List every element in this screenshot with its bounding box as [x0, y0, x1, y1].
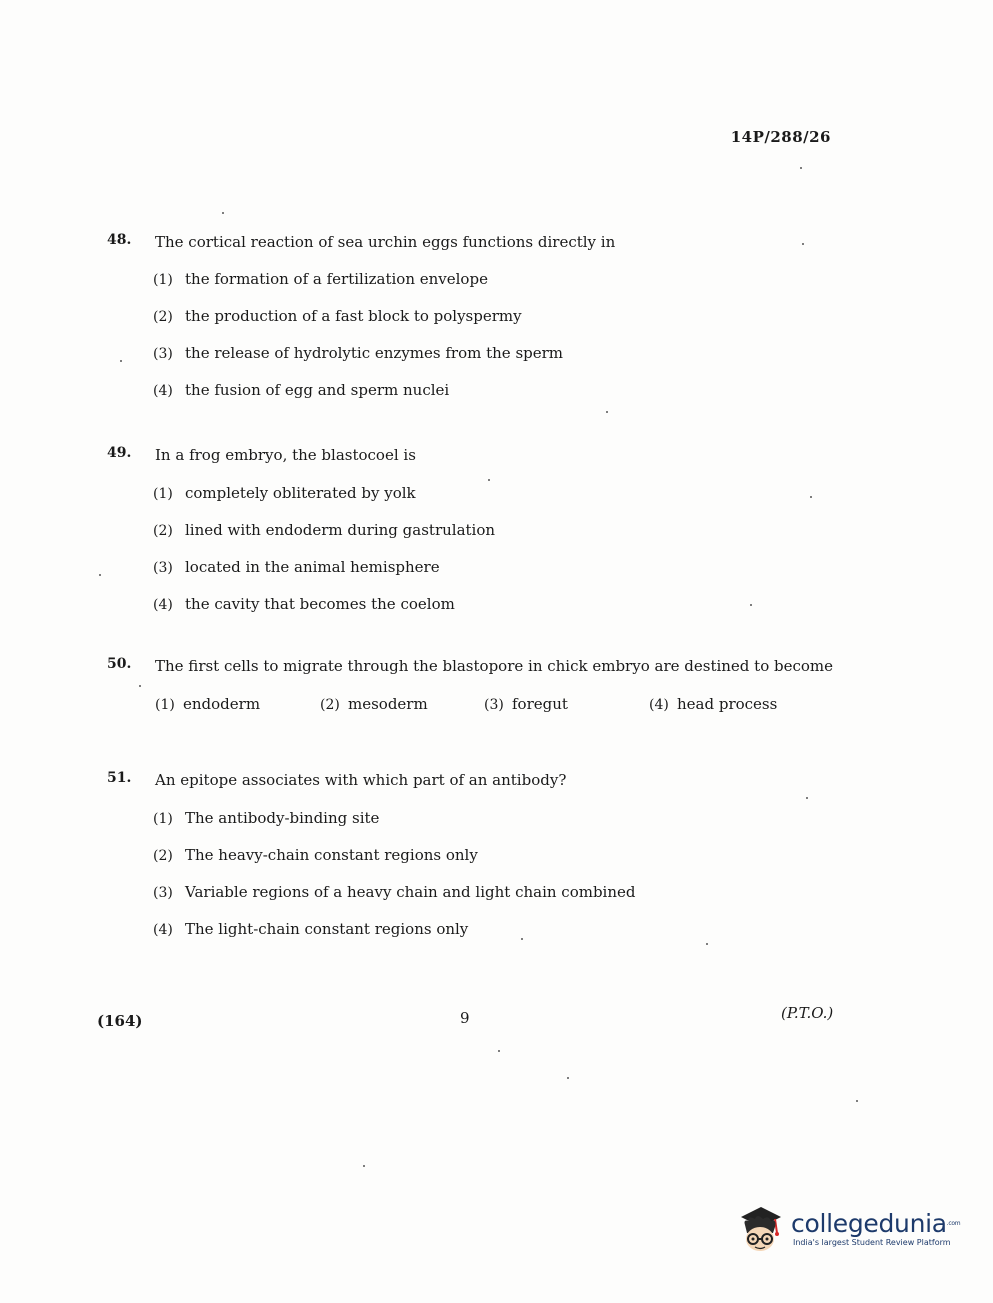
question-number: 51.	[107, 770, 132, 786]
scan-speck	[806, 797, 808, 799]
option-number: (2)	[153, 309, 173, 325]
brand-suffix: .com	[946, 1219, 961, 1227]
option-number: (1)	[155, 697, 175, 713]
option-3	[484, 695, 649, 713]
scan-speck	[567, 1077, 569, 1079]
scan-speck	[99, 574, 101, 576]
option-number: (1)	[153, 272, 173, 288]
question-text: In a frog embryo, the blastocoel is	[155, 446, 416, 464]
option-number: (4)	[649, 697, 669, 713]
option-text: the cavity that becomes the coelom	[185, 595, 455, 613]
option-number: (3)	[153, 346, 173, 362]
option-text: The antibody-binding site	[185, 809, 380, 827]
option-number: (1)	[153, 486, 173, 502]
option-3	[153, 883, 837, 901]
option-text: the release of hydrolytic enzymes from the sperm	[185, 344, 564, 362]
brand-name: collegedunia	[791, 1208, 947, 1238]
option-text: the production of a fast block to polyspermy	[185, 307, 522, 325]
option-number: (4)	[153, 597, 173, 613]
question-number: 48.	[107, 232, 132, 248]
logo-brand	[791, 1210, 960, 1238]
option-text: located in the animal hemisphere	[185, 558, 440, 576]
scan-speck	[363, 1165, 365, 1167]
question-text: An epitope associates with which part of an antibody?	[155, 771, 567, 789]
scan-speck	[139, 685, 141, 687]
option-2	[320, 695, 484, 713]
question-48	[107, 231, 837, 399]
question-49	[107, 444, 837, 613]
option-number: (3)	[153, 560, 173, 576]
logo-text	[791, 1210, 960, 1247]
logo-tagline: India's largest Student Review Platform	[793, 1237, 951, 1247]
scan-speck	[222, 212, 224, 214]
option-number: (1)	[153, 811, 173, 827]
question-50	[107, 655, 837, 713]
option-2	[153, 307, 837, 325]
question-text: The first cells to migrate through the blastopore in chick embryo are destined to become	[155, 657, 834, 675]
scan-speck	[498, 1050, 500, 1052]
option-text: mesoderm	[348, 695, 428, 713]
scan-speck	[856, 1100, 858, 1102]
option-4	[649, 695, 777, 713]
option-text: the formation of a fertilization envelope	[185, 270, 488, 288]
scan-speck	[800, 167, 802, 169]
option-4	[153, 381, 837, 399]
student-mascot-icon	[735, 1199, 787, 1257]
scan-speck	[750, 604, 752, 606]
option-number: (2)	[320, 697, 340, 713]
option-3	[153, 558, 837, 576]
page-number: 9	[460, 1009, 470, 1027]
scan-speck	[606, 411, 608, 413]
question-text: The cortical reaction of sea urchin eggs functions directly in	[155, 233, 616, 251]
scan-speck	[810, 496, 812, 498]
option-text: head process	[677, 695, 778, 713]
scan-speck	[488, 479, 490, 481]
option-4	[153, 595, 837, 613]
scan-speck	[120, 360, 122, 362]
scan-speck	[802, 243, 804, 245]
option-1	[155, 695, 320, 713]
question-number: 50.	[107, 656, 132, 672]
footer-pto: (P.T.O.)	[781, 1004, 834, 1022]
option-text: foregut	[512, 695, 568, 713]
option-text: endoderm	[183, 695, 261, 713]
options-row	[155, 695, 837, 713]
scan-speck	[521, 938, 523, 940]
option-text: lined with endoderm during gastrulation	[185, 521, 496, 539]
option-text: Variable regions of a heavy chain and light chain combined	[185, 883, 636, 901]
option-number: (3)	[153, 885, 173, 901]
option-1	[153, 484, 837, 502]
option-4	[153, 920, 837, 938]
paper-code: 14P/288/26	[730, 128, 831, 146]
scan-speck	[706, 943, 708, 945]
option-1	[153, 270, 837, 288]
option-text: completely obliterated by yolk	[185, 484, 416, 502]
option-text: The light-chain constant regions only	[185, 920, 469, 938]
option-2	[153, 521, 837, 539]
option-text: The heavy-chain constant regions only	[185, 846, 478, 864]
option-number: (4)	[153, 383, 173, 399]
option-text: the fusion of egg and sperm nuclei	[185, 381, 450, 399]
option-number: (3)	[484, 697, 504, 713]
footer-code: (164)	[97, 1012, 143, 1030]
option-1	[153, 809, 837, 827]
option-number: (2)	[153, 848, 173, 864]
collegedunia-logo	[735, 1196, 965, 1260]
question-51	[107, 769, 837, 938]
option-3	[153, 344, 837, 362]
option-number: (4)	[153, 922, 173, 938]
question-number: 49.	[107, 445, 132, 461]
option-2	[153, 846, 837, 864]
option-number: (2)	[153, 523, 173, 539]
